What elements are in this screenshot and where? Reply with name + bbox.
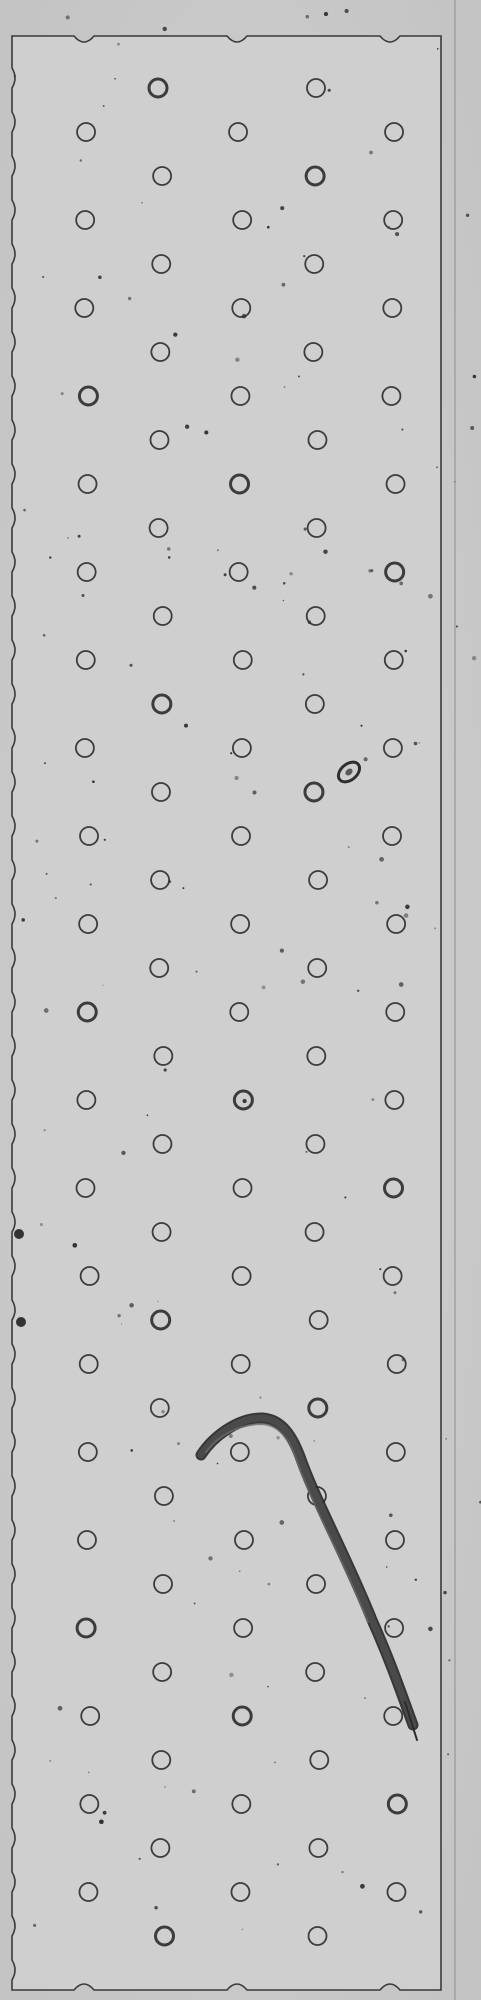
- debris-speck: [163, 27, 167, 31]
- debris-speck: [360, 725, 362, 727]
- chamber-wall: [12, 36, 441, 1990]
- debris-speck: [21, 918, 25, 922]
- debris-speck: [88, 1772, 90, 1774]
- debris-speck: [61, 392, 64, 395]
- debris-speck: [242, 314, 247, 319]
- debris-speck: [114, 78, 116, 80]
- debris-speck: [298, 375, 300, 377]
- debris-speck: [43, 634, 46, 637]
- debris-speck: [436, 466, 438, 468]
- debris-speck: [379, 857, 384, 862]
- debris-speck: [364, 1697, 366, 1699]
- debris-speck: [234, 776, 238, 780]
- debris-speck: [369, 151, 373, 155]
- debris-speck: [324, 12, 328, 16]
- debris-speck: [139, 1858, 141, 1860]
- debris-speck: [344, 9, 348, 13]
- debris-speck: [274, 1761, 276, 1763]
- debris-speck: [308, 621, 311, 624]
- debris-speck: [77, 314, 79, 316]
- debris-speck: [40, 1223, 43, 1226]
- debris-speck: [388, 1625, 390, 1627]
- debris-speck: [192, 1789, 196, 1793]
- debris-speck: [386, 1566, 387, 1567]
- debris-speck: [78, 535, 81, 538]
- debris-speck: [44, 762, 46, 764]
- debris-speck: [323, 549, 327, 553]
- debris-speck: [414, 742, 418, 746]
- debris-speck: [375, 901, 378, 904]
- debris-speck: [117, 43, 120, 46]
- debris-speck: [289, 572, 292, 575]
- debris-speck: [259, 1397, 261, 1399]
- debris-speck: [147, 1114, 149, 1116]
- debris-speck: [364, 757, 368, 761]
- debris-speck: [443, 1591, 446, 1594]
- debris-speck: [103, 1811, 107, 1815]
- debris-speck: [313, 1440, 314, 1441]
- debris-speck: [80, 159, 82, 161]
- debris-speck: [252, 790, 256, 794]
- debris-speck: [90, 883, 92, 885]
- debris-speck: [401, 429, 403, 431]
- debris-speck: [404, 913, 409, 918]
- debris-speck: [267, 226, 270, 229]
- debris-speck: [419, 1910, 422, 1913]
- debris-speck: [99, 1819, 104, 1824]
- debris-speck: [456, 625, 458, 627]
- debris-speck: [164, 1786, 166, 1788]
- debris-speck: [434, 927, 436, 929]
- debris-speck: [388, 226, 390, 228]
- debris-speck: [348, 846, 350, 848]
- debris-speck: [390, 1898, 392, 1900]
- debris-speck: [204, 430, 208, 434]
- debris-speck: [404, 650, 407, 653]
- debris-speck: [42, 276, 44, 278]
- debris-speck: [306, 15, 309, 18]
- debris-speck: [360, 1884, 365, 1889]
- debris-speck: [472, 656, 476, 660]
- debris-speck: [194, 1602, 196, 1604]
- debris-speck: [419, 742, 421, 744]
- debris-speck: [14, 75, 17, 78]
- debris-speck: [280, 949, 284, 953]
- debris-speck: [168, 556, 171, 559]
- debris-speck: [102, 985, 103, 986]
- debris-speck: [217, 1463, 219, 1465]
- debris-speck: [89, 1882, 91, 1884]
- debris-speck: [217, 549, 219, 551]
- debris-speck: [196, 971, 198, 973]
- debris-speck: [208, 1556, 212, 1560]
- debris-speck: [229, 1434, 233, 1438]
- debris-speck: [66, 15, 70, 19]
- debris-speck: [368, 569, 372, 573]
- debris-speck: [128, 297, 132, 301]
- debris-speck: [402, 1358, 405, 1361]
- debris-speck: [230, 752, 232, 754]
- debris-speck: [55, 897, 57, 899]
- edge-blob: [16, 1317, 26, 1327]
- debris-speck: [98, 276, 102, 280]
- debris-speck: [229, 1673, 233, 1677]
- debris-speck: [279, 1520, 284, 1525]
- debris-speck: [399, 982, 404, 987]
- debris-speck: [262, 986, 266, 990]
- debris-speck: [130, 1449, 133, 1452]
- debris-speck: [448, 1659, 450, 1661]
- debris-speck: [82, 594, 85, 597]
- debris-speck: [164, 1068, 167, 1071]
- debris-speck: [72, 1243, 77, 1248]
- debris-speck: [283, 600, 285, 602]
- debris-speck: [284, 386, 286, 388]
- debris-speck: [243, 1099, 247, 1103]
- debris-speck: [304, 528, 307, 531]
- debris-speck: [173, 332, 177, 336]
- debris-speck: [35, 840, 38, 843]
- debris-speck: [161, 1410, 164, 1413]
- debris-speck: [302, 673, 304, 675]
- debris-speck: [33, 1924, 36, 1927]
- debris-speck: [117, 1314, 120, 1317]
- debris-speck: [58, 1706, 63, 1711]
- debris-speck: [428, 594, 433, 599]
- debris-speck: [283, 582, 286, 585]
- debris-speck: [235, 358, 239, 362]
- debris-speck: [473, 375, 477, 379]
- debris-speck: [242, 1929, 243, 1930]
- debris-speck: [121, 1323, 122, 1324]
- debris-speck: [46, 873, 48, 875]
- debris-speck: [437, 48, 439, 50]
- debris-speck: [394, 1291, 397, 1294]
- debris-speck: [103, 105, 105, 107]
- debris-speck: [379, 1268, 381, 1270]
- debris-speck: [454, 481, 455, 482]
- debris-speck: [389, 1513, 393, 1517]
- debris-speck: [268, 1583, 271, 1586]
- debris-speck: [357, 990, 359, 992]
- debris-speck: [470, 426, 474, 430]
- debris-speck: [305, 1151, 307, 1153]
- debris-speck: [67, 537, 69, 539]
- debris-speck: [447, 1753, 449, 1755]
- debris-speck: [154, 1906, 157, 1909]
- debris-speck: [341, 1871, 343, 1873]
- debris-speck: [267, 1686, 268, 1687]
- debris-speck: [157, 1301, 158, 1302]
- debris-speck: [44, 1008, 49, 1013]
- debris-speck: [276, 1436, 279, 1439]
- debris-speck: [184, 724, 188, 728]
- debris-speck: [399, 582, 403, 586]
- debris-speck: [92, 780, 95, 783]
- debris-speck: [405, 905, 410, 910]
- debris-speck: [173, 1520, 175, 1522]
- debris-speck: [185, 425, 189, 429]
- debris-speck: [168, 880, 171, 883]
- debris-speck: [277, 1863, 279, 1865]
- debris-speck: [141, 202, 142, 203]
- debris-speck: [167, 547, 171, 551]
- debris-speck: [49, 556, 51, 558]
- debris-speck: [252, 586, 256, 590]
- debris-speck: [280, 206, 284, 210]
- debris-speck: [428, 1627, 433, 1632]
- debris-speck: [224, 573, 227, 576]
- debris-speck: [129, 664, 132, 667]
- debris-speck: [395, 232, 399, 236]
- debris-speck: [239, 1570, 241, 1572]
- debris-speck: [182, 887, 184, 889]
- debris-speck: [49, 1760, 51, 1762]
- debris-speck: [328, 89, 331, 92]
- debris-speck: [344, 1196, 346, 1198]
- debris-speck: [104, 839, 106, 841]
- debris-speck: [301, 979, 305, 983]
- debris-speck: [121, 1151, 125, 1155]
- debris-speck: [466, 214, 469, 217]
- debris-speck: [303, 255, 305, 257]
- debris-speck: [177, 1442, 180, 1445]
- debris-speck: [415, 1579, 417, 1581]
- debris-speck: [23, 509, 26, 512]
- edge-blob: [14, 1229, 24, 1239]
- debris-speck: [371, 1098, 374, 1101]
- debris-speck: [281, 283, 285, 287]
- debris-speck: [445, 1438, 447, 1440]
- debris-speck: [43, 1129, 45, 1131]
- debris-speck: [129, 1303, 134, 1308]
